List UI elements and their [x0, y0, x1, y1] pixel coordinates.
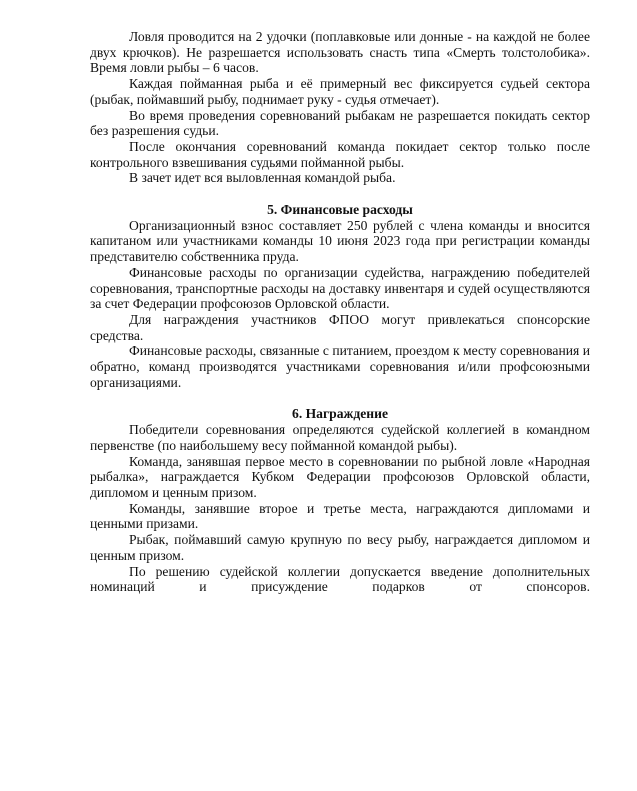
section-fishing-rules — [90, 29, 590, 186]
paragraph-organization-costs: Финансовые расходы по организации судейства, награждению победителей соревнования, транспортные расходы на доставку инвентаря и судей осуществляются за счет Федерации профсоюзов Орловской области. — [90, 264, 590, 312]
paragraph-biggest-fish: Рыбак, поймавший самую крупную по весу рыбу, награждается дипломом и ценным призом. — [90, 532, 590, 563]
paragraph-counted-fish: В зачет идет вся выловленная командой рыба. — [129, 170, 396, 186]
paragraph-sponsor-funds: Для награждения участников ФПОО могут привлекаться спонсорские средства. — [90, 311, 590, 343]
paragraph-first-place: Команда, занявшая первое место в соревновании по рыбной ловле «Народная рыбалка», награждается Кубком Федерации профсоюзов Орловской области, дипломом и ценным призом. — [90, 453, 590, 500]
paragraph-fishing-rods: Ловля проводится на 2 удочки (поплавковые или донные - на каждой не более двух крючков). Не разрешается использовать снасть типа «Смерть толстолобика». Время ловли рыбы – 6 часов. — [90, 29, 590, 76]
section-awards-title: 6. Награждение — [292, 406, 388, 422]
section-finance-title: 5. Финансовые расходы — [267, 202, 413, 218]
paragraph-travel-costs: Финансовые расходы, связанные с питанием, проездом к месту соревнования и обратно, команд производятся участниками соревнования и/или профсоюзными организациями. — [90, 343, 590, 390]
paragraph-catch-recording: Каждая пойманная рыба и её примерный вес фиксируется судьей сектора (рыбак, поймавший рыбу, поднимает руку - судья отмечает). — [90, 76, 590, 107]
paragraph-after-competition: После окончания соревнований команда покидает сектор только после контрольного взвешивания судьями пойманной рыбы. — [90, 138, 590, 170]
paragraph-second-third-place: Команды, занявшие второе и третье места, награждаются дипломами и ценными призами. — [90, 500, 590, 532]
document-page — [90, 29, 590, 595]
section-awards — [90, 406, 590, 594]
paragraph-entry-fee: Организационный взнос составляет 250 рублей с члена команды и вносится капитаном или участниками команды 10 июня 2023 года при регистрации команды представителю собственника пруда. — [90, 217, 590, 265]
paragraph-extra-nominations: По решению судейской коллегии допускается введение дополнительных номинаций и присуждение подарков от спонсоров. — [90, 563, 590, 595]
paragraph-leaving-sector: Во время проведения соревнований рыбакам не разрешается покидать сектор без разрешения судьи. — [90, 107, 590, 139]
paragraph-winners: Победители соревнования определяются судейской коллегией в командном первенстве (по наибольшему весу пойманной командой рыбы). — [90, 422, 590, 453]
section-finance — [90, 202, 590, 390]
